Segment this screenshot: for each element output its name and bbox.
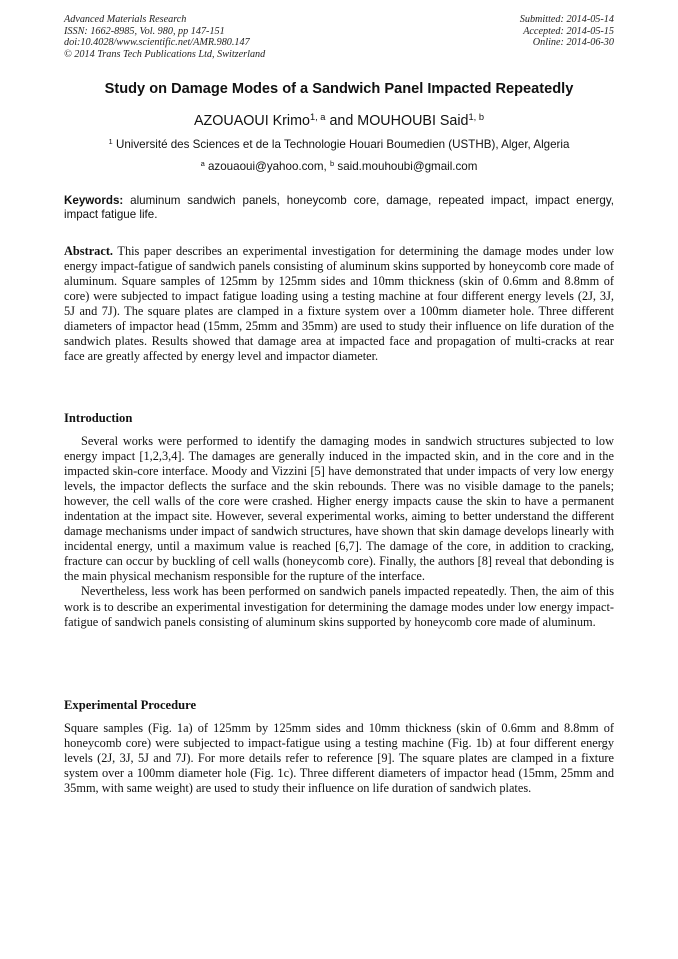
introduction-heading: Introduction: [64, 411, 133, 425]
affiliation-mark: 1: [108, 136, 113, 146]
experimental-heading: Experimental Procedure: [64, 698, 197, 712]
copyright-line: © 2014 Trans Tech Publications Ltd, Switzerland: [64, 48, 266, 60]
journal-info: [64, 14, 265, 60]
email-a-mark: a: [200, 158, 205, 168]
submitted-date: Submitted: 2014-05-14: [519, 14, 614, 25]
author-2: MOUHOUBI Said: [357, 113, 469, 129]
email-b[interactable]: said.mouhoubi@gmail.com: [334, 160, 478, 173]
email-a[interactable]: azouaoui@yahoo.com,: [204, 160, 330, 173]
abstract-text: This paper describes an experimental investigation for determining the damage modes under low energy impact-fatigue of sandwich panels consisting of aluminum skins supported by honeycomb core made of aluminum. Square samples of 125mm by 125mm sides and 10mm thickness (skin of 0.6mm and 8.8mm of core) were subjected to impact fatigue loading using a testing machine at four different energy levels (2J, 3J, 5J and 7J). The square plates are clamped in a fixture system over a 100mm diameter hole. Three different diameters of impactor head (15mm, 25mm and 35mm) are used to study their influence on life duration of the sandwich plates. Results showed that damage area at impacted face and propagation of multi-cracks at rear face are greatly affected by energy level and impactor diameter.: [64, 244, 614, 364]
author-joiner: and: [325, 113, 358, 129]
keywords-label: Keywords:: [64, 194, 124, 207]
journal-name: Advanced Materials Research: [64, 14, 187, 25]
introduction-body: [64, 434, 614, 630]
abstract-label: Abstract.: [64, 244, 114, 258]
paper-title: Study on Damage Modes of a Sandwich Panel Impacted Repeatedly: [104, 81, 574, 97]
doi-link[interactable]: doi:10.4028/www.scientific.net/AMR.980.147: [64, 37, 250, 49]
online-date: Online: 2014-06-30: [532, 37, 614, 49]
author-emails: [40, 160, 638, 173]
introduction-paragraph-1: Several works were performed to identify the damaging modes in sandwich structures subjected to low energy impact [1,2,3,4]. The damages are generally induced in the impacted skin, and in the core and in the impacted skin-core interface. Moody and Vizzini [5] have demonstrated that under impacts of very low energy levels, the impactor deflects the surface and the skin rebounds. There was no visible damage to the panels; however, the cell walls of the core were crashed. Higher energy impacts cause the skin to have a permanent indentation at the impact site. However, several experimental works, aiming to better understand the different damage mechanisms under impact of sandwich structures, have shown that skin damage develops linearly with incidental energy, until a maximum value is reached [6,7]. The damage of the core, in addition to cracking, fracture can occur by buckling of cell walls (honeycomb core). Finally, the authors [8] reveal that debonding is the main physical mechanism responsible for the rupture of the interface.: [64, 434, 614, 584]
author-1: AZOUAOUI Krimo: [194, 113, 310, 129]
abstract-block: [64, 244, 614, 364]
affiliation: [40, 138, 638, 151]
email-b-mark: b: [329, 158, 335, 168]
introduction-paragraph-2: Nevertheless, less work has been performed on sandwich panels impacted repeatedly. Then, the aim of this work is to describe an experimental investigation for determining the damage modes under low energy impact-fatigue of sandwich panels consisting of aluminum skins supported by honeycomb core made of aluminum.: [64, 584, 614, 629]
experimental-paragraph-1: Square samples (Fig. 1a) of 125mm by 125mm sides and 10mm thickness (skin of 0.6mm and 8.8mm of honeycomb core) were subjected to impact-fatigue using a testing machine (Fig. 1b) at four different energy levels (2J, 3J, 5J and 7J). For more details refer to reference [9]. The square plates are clamped in a fixture system over a 100mm diameter hole (Fig. 1c). Three different diameters of impactor head (15mm, 25mm and 35mm, with same weight) are used to study their influence on life duration of sandwich plates.: [64, 721, 614, 796]
author-2-affiliation-mark: 1, b: [468, 111, 484, 122]
keywords-text: aluminum sandwich panels, honeycomb core, damage, repeated impact, impact energy, impact fatigue life.: [64, 194, 614, 222]
author-line: [40, 113, 638, 129]
affiliation-text: Université des Sciences et de la Technologie Houari Boumedien (USTHB), Alger, Algeria: [112, 138, 570, 151]
keywords-block: [64, 194, 614, 223]
publication-dates: [520, 14, 614, 49]
experimental-body: [64, 721, 614, 796]
issn-line: ISSN: 1662-8985, Vol. 980, pp 147-151: [64, 25, 225, 37]
author-1-affiliation-mark: 1, a: [309, 111, 326, 122]
accepted-date: Accepted: 2014-05-15: [523, 25, 614, 37]
